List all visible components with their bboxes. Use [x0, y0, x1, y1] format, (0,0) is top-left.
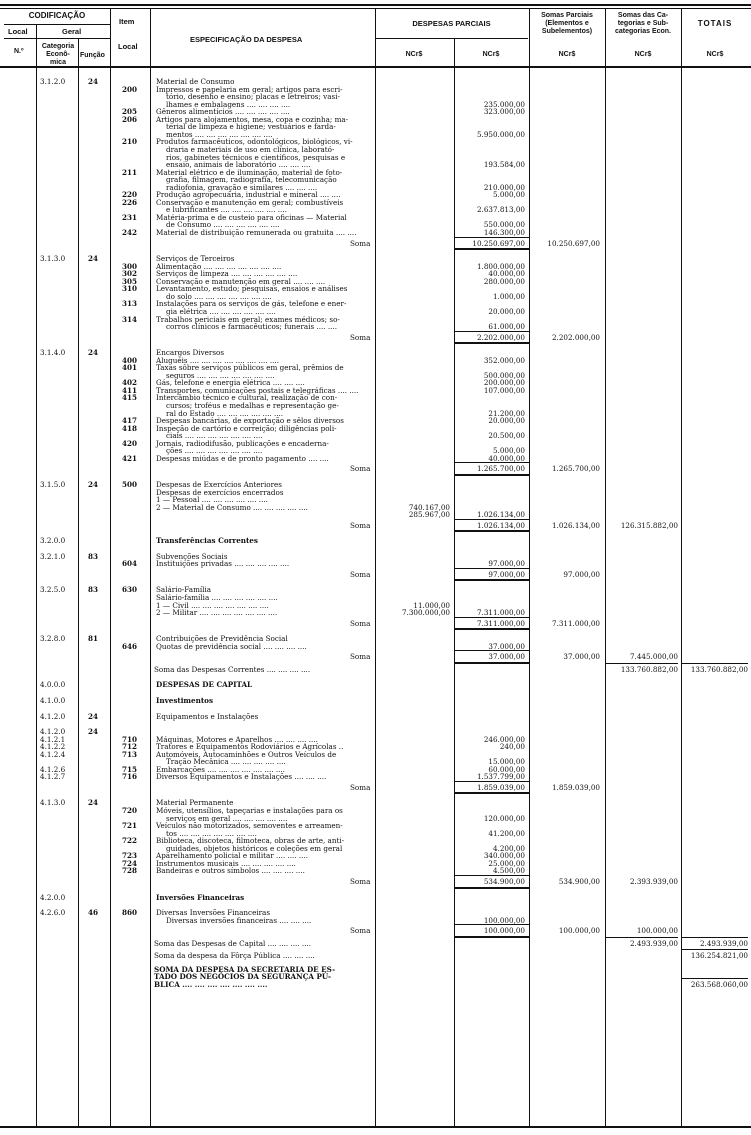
especificacao-line: Inversões Financeiras	[156, 892, 245, 902]
valor-p2: 107.000,00	[483, 385, 525, 395]
sum-rule	[455, 924, 529, 925]
valor-p4: 2.493.939,00	[629, 938, 678, 948]
especificacao-line: Conservação e manutenção em geral; combustíveis	[156, 197, 344, 207]
item-code: 300	[122, 261, 138, 271]
top-rule	[0, 4, 751, 6]
valor-p2: 40.000,00	[488, 269, 525, 279]
sum-rule	[455, 650, 529, 651]
especificacao-line: de Consumo .... .... .... .... .... ....	[166, 220, 280, 230]
currency-col1: NCr$	[405, 51, 423, 58]
item-code: 313	[122, 299, 138, 309]
especificacao-line: Despesas miúdas e de pronto pagamento .... ....	[156, 453, 329, 463]
soma-total-label: Soma das Despesas de Capital .... .... .... ....	[154, 938, 311, 948]
item-code: 418	[122, 423, 138, 433]
categoria-code: 3.1.4.0	[40, 348, 66, 358]
item-code: 417	[122, 416, 138, 426]
valor-p3: 1.265.700,00	[551, 464, 600, 474]
valor-p2: 5.950.000,00	[476, 129, 525, 139]
especificacao-line: Matéria-prima e de custeio para oficinas — Material	[156, 212, 347, 222]
especificacao-line: Aluguéis .... .... .... .... .... .... .... ....	[156, 355, 279, 365]
sum-rule	[455, 474, 529, 476]
valor-p2: 100.000,00	[483, 915, 525, 925]
soma-label: Soma	[350, 926, 371, 936]
soma-label: Soma	[350, 652, 371, 662]
soma-total-label: Soma das Despesas Correntes .... .... .... ....	[154, 664, 311, 674]
valor-p3: 534.900,00	[558, 876, 600, 886]
valor-p2: 146.300,00	[483, 228, 525, 237]
especificacao-line: ensaio, animais de laboratório .... .... ....	[166, 160, 311, 170]
item-local-header: Local	[118, 42, 138, 51]
sum-rule	[606, 663, 678, 664]
item-code: 314	[122, 314, 138, 324]
especificacao-line: Investimentos	[156, 695, 213, 705]
currency-col2: NCr$	[482, 51, 500, 58]
item-code: 310	[122, 284, 138, 294]
item-code: 720	[122, 806, 138, 815]
especificacao-line: Despesas de Exercícios Anteriores	[156, 479, 282, 489]
sum-rule	[682, 663, 748, 664]
valor-p2: 4.500,00	[492, 866, 525, 876]
valor-p2: 1.000,00	[492, 291, 525, 301]
codif-rule	[4, 24, 110, 25]
especificacao-line: Instrumentos musicais .... .... .... .... ....	[156, 858, 296, 868]
funcao-code: 83	[88, 551, 99, 561]
especificacao-line: Biblioteca, discoteca, filmoteca, obras de arte, anti-	[156, 836, 345, 846]
especificacao-line: Salário-Família	[156, 585, 212, 595]
item-code: 231	[122, 212, 138, 222]
valor-p2: 20.000,00	[488, 306, 525, 316]
categoria-code: 3.2.1.0	[40, 551, 66, 561]
valor-p4: 133.760.882,00	[620, 664, 678, 674]
valor-p3: 1.859.039,00	[551, 782, 600, 792]
especificacao-line: Transportes, comunicações postais e telegráficas .... ....	[156, 385, 359, 395]
categoria-code: 4.1.2.6	[40, 764, 66, 774]
numero-header: N.º	[14, 48, 24, 55]
item-code: 402	[122, 378, 138, 388]
despesas-parciais-header: DESPESAS PARCIAIS	[412, 19, 491, 28]
especificacao-line: lhames e embalagens .... .... .... ....	[166, 99, 291, 109]
valor-p2: 550.000,00	[483, 220, 525, 230]
valor-p1: 11.000,00	[413, 600, 450, 610]
especificacao-line: Levantamento, estudo; pesquisas, ensaios e análises	[156, 284, 348, 294]
item-code: 302	[122, 269, 138, 279]
item-code: 724	[122, 858, 138, 868]
especificacao-line: Trabalhos periciais em geral; exames médicos; so-	[156, 314, 340, 324]
especificacao-line: Diversas inversões financeiras .... .... ....	[166, 915, 312, 925]
soma-label: Soma	[350, 618, 371, 628]
valor-p2: 5.000,00	[492, 190, 525, 200]
item-code: 220	[122, 190, 138, 200]
especificacao-line: rios, gabinetes técnicos e científicos, pesquisas e	[166, 152, 346, 162]
categoria-code: 3.1.5.0	[40, 479, 66, 489]
categoria-code: 4.1.2.0	[40, 727, 66, 737]
soma-total-label: Soma da despesa da Fôrça Pública .... .... ....	[154, 951, 315, 961]
especificacao-line: draria e materiais de uso em clínica, laborató-	[166, 144, 335, 154]
categoria-code: 4.1.2.7	[40, 772, 66, 782]
sum-rule	[455, 875, 529, 876]
col-divider-item	[110, 8, 111, 1126]
especificacao-line: DESPESAS DE CAPITAL	[156, 680, 253, 690]
valor-p2: 1.859.039,00	[476, 782, 525, 792]
sum-rule	[682, 937, 748, 938]
especificacao-line: Quotas de previdência social .... .... .... ....	[156, 641, 307, 651]
valor-p1: 285.967,00	[408, 510, 450, 520]
valor-p2: 37.000,00	[488, 641, 525, 651]
sum-rule	[455, 617, 529, 618]
especificacao-line: Instituições privadas .... .... .... .... ....	[156, 559, 290, 569]
especificacao-line: Conservação e manutenção em geral .... .... ....	[156, 276, 326, 286]
valor-p2: 240,00	[499, 742, 525, 752]
valor-p2: 352.000,00	[483, 355, 525, 365]
valor-p2: 37.000,00	[488, 652, 525, 662]
sum-rule	[455, 331, 529, 332]
funcao-code: 24	[88, 479, 99, 489]
sum-rule	[455, 662, 529, 664]
valor-p2: 4.200,00	[492, 843, 525, 853]
valor-p2: 61.000,00	[488, 322, 525, 332]
soma-label: Soma	[350, 520, 371, 530]
item-code: 728	[122, 866, 138, 876]
sum-rule	[455, 342, 529, 344]
especificacao-line: Serviços de Terceiros	[156, 254, 235, 264]
valor-p2: 500.000,00	[483, 370, 525, 380]
especificacao-line: 2 — Militar .... .... .... .... .... .... ....	[156, 608, 278, 618]
valor-p2: 1.026.134,00	[476, 510, 525, 520]
especificacao-line: Subvenções Sociais	[156, 551, 228, 561]
especificacao-line: Automóveis, Autocaminhões e Outros Veículos de	[156, 749, 337, 759]
currency-col4: NCr$	[634, 51, 652, 58]
item-code: 400	[122, 355, 138, 365]
especificacao-line: Impressos e papelaria em geral; artigos para escri-	[156, 84, 343, 94]
especificacao-line: Veículos não motorizados, semoventes e arreamen-	[156, 821, 343, 831]
funcao-code: 24	[88, 254, 99, 264]
valor-p2: 120.000,00	[483, 813, 525, 823]
item-code: 646	[122, 641, 138, 651]
valor-p2: 1.800.000,00	[476, 261, 525, 271]
item-code: 716	[122, 772, 138, 782]
especificacao-line: ções .... .... .... .... .... .... ....	[166, 446, 263, 456]
especificacao-line: Máquinas, Motores e Aparelhos .... .... .... ....	[156, 734, 318, 744]
categoria-code: 4.1.2.0	[40, 711, 66, 721]
valor-p3: 97.000,00	[563, 569, 600, 579]
especificacao-line: Jornais, radiodifusão, publicações e encaderna-	[156, 438, 329, 448]
valor-p2: 97.000,00	[488, 559, 525, 569]
especificacao-line: serviços em geral .... .... .... .... ....	[166, 813, 288, 823]
item-code: 860	[122, 908, 138, 918]
categoria-code: 4.1.2.2	[40, 742, 66, 752]
especificacao-line: Transferências Correntes	[156, 536, 258, 546]
item-code: 206	[122, 114, 138, 124]
soma-final-label: BLICA .... .... .... .... .... .... ....	[154, 979, 268, 989]
item-code: 721	[122, 821, 138, 831]
item-code: 226	[122, 197, 138, 207]
item-code: 604	[122, 559, 138, 569]
categoria-code: 4.2.6.0	[40, 908, 66, 918]
sum-rule	[682, 949, 748, 950]
valor-p2: 2.202.000,00	[476, 332, 525, 342]
especificacao-line: guidades, objetos históricos e coleções em geral	[166, 843, 343, 853]
valor-p2: 25.000,00	[488, 858, 525, 868]
valor-p4: 100.000,00	[636, 926, 678, 936]
especificacao-line: Despesas de exercícios encerrados	[156, 487, 284, 497]
item-code: 723	[122, 851, 138, 861]
funcao-code: 24	[88, 348, 99, 358]
item-code: 420	[122, 438, 138, 448]
col-divider-local	[36, 24, 37, 1126]
sum-rule	[455, 781, 529, 782]
item-code: 200	[122, 84, 138, 94]
especificacao-line: Intercâmbio técnico e cultural, realização de con-	[156, 393, 338, 403]
item-code: 500	[122, 479, 138, 489]
valor-p5: 136.254.821,00	[690, 951, 748, 961]
especificacao-line: 1 — Pessoal .... .... .... .... .... ....	[156, 495, 268, 505]
currency-col3: NCr$	[558, 51, 576, 58]
valor-p2: 21.200,00	[488, 408, 525, 418]
item-code: 630	[122, 585, 138, 595]
especificacao-line: Produtos farmacêuticos, odontológicos, biológicos, vi-	[156, 137, 353, 147]
col-divider-spec	[150, 8, 151, 1126]
especificacao-line: cursos; troféus e medalhas e representação ge-	[166, 401, 339, 410]
funcao-code: 24	[88, 711, 99, 721]
especificacao-line: Diversas Inversões Financeiras	[156, 908, 271, 918]
categoria-code: 3.2.0.0	[40, 536, 66, 546]
valor-p2: 280.000,00	[483, 276, 525, 286]
especificacao-line: corros clínicos e farmacêuticos; funerais .... ....	[166, 322, 337, 332]
valor-p2: 1.026.134,00	[476, 520, 525, 530]
valor-p2: 20.500,00	[488, 431, 525, 441]
item-code: 415	[122, 393, 138, 403]
sum-rule	[455, 519, 529, 520]
valor-p3: 2.202.000,00	[551, 332, 600, 342]
col-divider-funcao	[78, 38, 79, 1126]
valor-p4: 2.393.939,00	[629, 876, 678, 886]
valor-p2: 323.000,00	[483, 107, 525, 117]
especificacao-line: Salário-família .... .... .... .... .... ....	[156, 593, 278, 602]
sum-rule	[455, 237, 529, 238]
sum-rule	[455, 887, 529, 889]
item-code: 211	[122, 167, 138, 177]
sum-rule	[455, 530, 529, 532]
valor-p2: 200.000,00	[483, 378, 525, 388]
item-code: 722	[122, 836, 138, 846]
item-code: 242	[122, 228, 138, 237]
especificacao-header: ESPECIFICAÇÃO DA DESPESA	[190, 35, 303, 44]
valor-p2: 2.637.813,00	[476, 205, 525, 215]
especificacao-line: Produção agropecuária, industrial e mineral .... ....	[156, 190, 341, 200]
especificacao-line: Tração Mecânica .... .... .... .... ....	[166, 757, 286, 767]
col-divider-parc2	[454, 38, 455, 1126]
geral-header: Geral	[62, 27, 82, 36]
sum-rule	[455, 936, 529, 938]
valor-p2: 1.265.700,00	[476, 464, 525, 474]
item-code: 715	[122, 764, 138, 774]
valor-p5: 133.760.882,00	[690, 664, 748, 674]
funcao-code: 24	[88, 77, 99, 86]
especificacao-line: ciais .... .... .... .... .... .... ....	[166, 431, 263, 441]
especificacao-line: Material Permanente	[156, 798, 234, 808]
especificacao-line: 2 — Material de Consumo .... .... .... .... ....	[156, 502, 308, 512]
soma-label: Soma	[350, 332, 371, 342]
funcao-code: 24	[88, 798, 99, 808]
sum-rule	[455, 568, 529, 569]
valor-p3: 10.250.697,00	[547, 238, 600, 248]
especificacao-line: 1 — Civil .... .... .... .... .... .... ....	[156, 600, 269, 610]
especificacao-line: seguros .... .... .... .... .... .... ....	[166, 370, 275, 380]
especificacao-line: mentos .... .... .... .... .... .... ....	[166, 129, 273, 139]
especificacao-line: Inspeção de cartório e correição; diligências poli-	[156, 423, 337, 433]
col-divider-cat	[605, 8, 606, 1126]
item-code: 411	[122, 385, 138, 395]
especificacao-line: Serviços de limpeza .... .... .... .... .... ....	[156, 269, 298, 279]
categoria-code: 3.1.3.0	[40, 254, 66, 264]
valor-p2: 100.000,00	[483, 926, 525, 936]
codificacao-header: CODIFICAÇÃO	[28, 11, 86, 20]
valor-p1: 740.167,00	[408, 502, 450, 512]
valor-p2: 97.000,00	[488, 569, 525, 579]
item-code: 710	[122, 734, 138, 744]
categoria-code: 4.0.0.0	[40, 680, 66, 690]
valor-p3: 1.026.134,00	[551, 520, 600, 530]
especificacao-line: Bandeiras e outros símbolos .... .... .... ....	[156, 866, 305, 876]
valor-p2: 15.000,00	[488, 757, 525, 767]
valor-p2: 10.250.697,00	[472, 238, 525, 248]
especificacao-line: grafia, filmagem, radiografia, telecomunicação	[166, 175, 337, 185]
especificacao-line: tos .... .... .... .... .... .... ....	[166, 828, 257, 838]
soma-label: Soma	[350, 238, 371, 248]
especificacao-line: terial de limpeza e higiene; vestuários e farda-	[166, 122, 336, 132]
soma-final-label: TADO DOS NEGÓCIOS DA SEGURANÇA PÚ-	[154, 972, 332, 982]
valor-p1: 7.300.000,00	[401, 608, 450, 618]
soma-label: Soma	[350, 464, 371, 474]
especificacao-line: Móveis, utensílios, tapeçarias e instalações para os	[156, 806, 343, 815]
valor-p5: 263.568.060,00	[690, 979, 748, 989]
sum-rule	[606, 937, 678, 938]
somas-categorias-header: Somas das Ca- tegorias e Sub- categorias Econ.	[614, 12, 672, 35]
especificacao-line: ral do Estado .... .... .... .... .... ....	[166, 408, 284, 418]
valor-p3: 37.000,00	[563, 652, 600, 662]
sum-rule	[455, 462, 529, 463]
valor-p2: 40.000,00	[488, 453, 525, 463]
funcao-header: Função	[80, 52, 105, 59]
especificacao-line: e lubrificantes .... .... .... .... .... ....	[166, 205, 287, 215]
sum-rule	[682, 978, 748, 979]
valor-p2: 1.537.799,00	[476, 772, 525, 782]
especificacao-line: Diversos Equipamentos e Instalações .... .... ....	[156, 772, 327, 782]
categoria-header: Categoria Econô- mica	[41, 43, 75, 66]
funcao-code: 81	[88, 634, 99, 644]
soma-final-label: SOMA DA DESPESA DA SECRETARIA DE ES-	[154, 964, 336, 974]
sum-rule	[455, 792, 529, 794]
valor-p2: 5.000,00	[492, 446, 525, 456]
categoria-code: 4.1.2.1	[40, 734, 66, 744]
especificacao-line: Gêneros alimentícios .... .... .... .... ....	[156, 107, 290, 117]
especificacao-line: Material de Consumo	[156, 77, 235, 86]
valor-p2: 193.584,00	[483, 160, 525, 170]
valor-p4: 126.315.882,00	[620, 520, 678, 530]
especificacao-line: Gás, telefone e energia elétrica .... .... ....	[156, 378, 305, 388]
sum-rule	[455, 579, 529, 581]
valor-p2: 60.000,00	[488, 764, 525, 774]
especificacao-line: Material elétrico e de iluminação, material de foto-	[156, 167, 343, 177]
especificacao-line: Equipamentos e Instalações	[156, 711, 259, 721]
especificacao-line: Despesas bancárias, de exportação e sêlos diversos	[156, 416, 344, 426]
item-code: 712	[122, 742, 138, 752]
valor-p2: 246.000,00	[483, 734, 525, 744]
especificacao-line: gia elétrica .... .... .... .... .... ....	[166, 306, 276, 316]
especificacao-line: Material de distribuição remunerada ou gratuita .... ....	[156, 228, 357, 237]
sum-rule	[455, 248, 529, 250]
especificacao-line: Artigos para alojamentos, mesa, copa e cozinha; ma-	[156, 114, 349, 124]
item-code: 305	[122, 276, 138, 286]
somas-parciais-header: Somas Parciais (Elementos e Subelementos)	[541, 12, 593, 35]
especificacao-line: Taxas sôbre serviços públicos em geral, prêmios de	[156, 363, 344, 373]
valor-p2: 340.000,00	[483, 851, 525, 861]
valor-p2: 20.000,00	[488, 416, 525, 426]
item-code: 421	[122, 453, 138, 463]
especificacao-line: tório, desenho e ensino; placas e letreiros; vasi-	[166, 92, 340, 102]
especificacao-line: do solo .... .... .... .... .... .... ....	[166, 291, 272, 301]
funcao-code: 46	[88, 908, 99, 918]
valor-p2: 210.000,00	[483, 182, 525, 192]
especificacao-line: Embarcações .... .... .... .... .... .... ....	[156, 764, 285, 774]
valor-p2: 235.000,00	[483, 99, 525, 109]
col-divider-parc1	[375, 8, 376, 1126]
parciais-rule	[375, 38, 528, 39]
item-code: 713	[122, 749, 138, 759]
categoria-code: 3.2.8.0	[40, 634, 66, 644]
soma-label: Soma	[350, 876, 371, 886]
currency-col5: NCr$	[706, 51, 724, 58]
col-divider-somas	[529, 8, 530, 1126]
item-header: Item	[119, 17, 135, 26]
valor-p2: 7.311.000,00	[476, 618, 525, 628]
valor-p2: 534.900,00	[483, 876, 525, 886]
categoria-code: 4.1.3.0	[40, 798, 66, 808]
local-geral-rule	[4, 38, 110, 39]
especificacao-line: Tratores e Equipamentos Rodoviários e Agrícolas ..	[156, 742, 344, 752]
bottom-rule	[0, 1126, 751, 1128]
valor-p2: 7.311.000,00	[476, 608, 525, 618]
local-header: Local	[8, 27, 28, 36]
soma-label: Soma	[350, 782, 371, 792]
especificacao-line: Alimentação .... .... .... .... .... .... ....	[156, 261, 282, 271]
categoria-code: 4.1.2.4	[40, 749, 66, 759]
categoria-code: 3.2.5.0	[40, 585, 66, 595]
soma-label: Soma	[350, 569, 371, 579]
especificacao-line: Instalações para os serviços de gás, telefone e ener-	[156, 299, 347, 309]
funcao-code: 83	[88, 585, 99, 595]
sum-rule	[455, 628, 529, 630]
especificacao-line: Aparelhamento policial e militar .... .... ....	[156, 851, 309, 861]
funcao-code: 24	[88, 727, 99, 737]
especificacao-line: Encargos Diversos	[156, 348, 225, 358]
valor-p3: 100.000,00	[558, 926, 600, 936]
totais-header: TOTAIS	[697, 19, 733, 28]
categoria-code: 4.2.0.0	[40, 892, 66, 902]
valor-p3: 7.311.000,00	[551, 618, 600, 628]
item-code: 401	[122, 363, 138, 373]
item-code: 210	[122, 137, 138, 147]
categoria-code: 3.1.2.0	[40, 77, 66, 86]
especificacao-line: radiofonia, gravação e similares .... .... ....	[166, 182, 318, 192]
categoria-code: 4.1.0.0	[40, 695, 66, 705]
valor-p5: 2.493.939,00	[699, 938, 748, 948]
item-code: 205	[122, 107, 138, 117]
especificacao-line: Contribuições de Previdência Social	[156, 634, 288, 644]
valor-p2: 41.200,00	[488, 828, 525, 838]
valor-p4: 7.445.000,00	[629, 652, 678, 662]
